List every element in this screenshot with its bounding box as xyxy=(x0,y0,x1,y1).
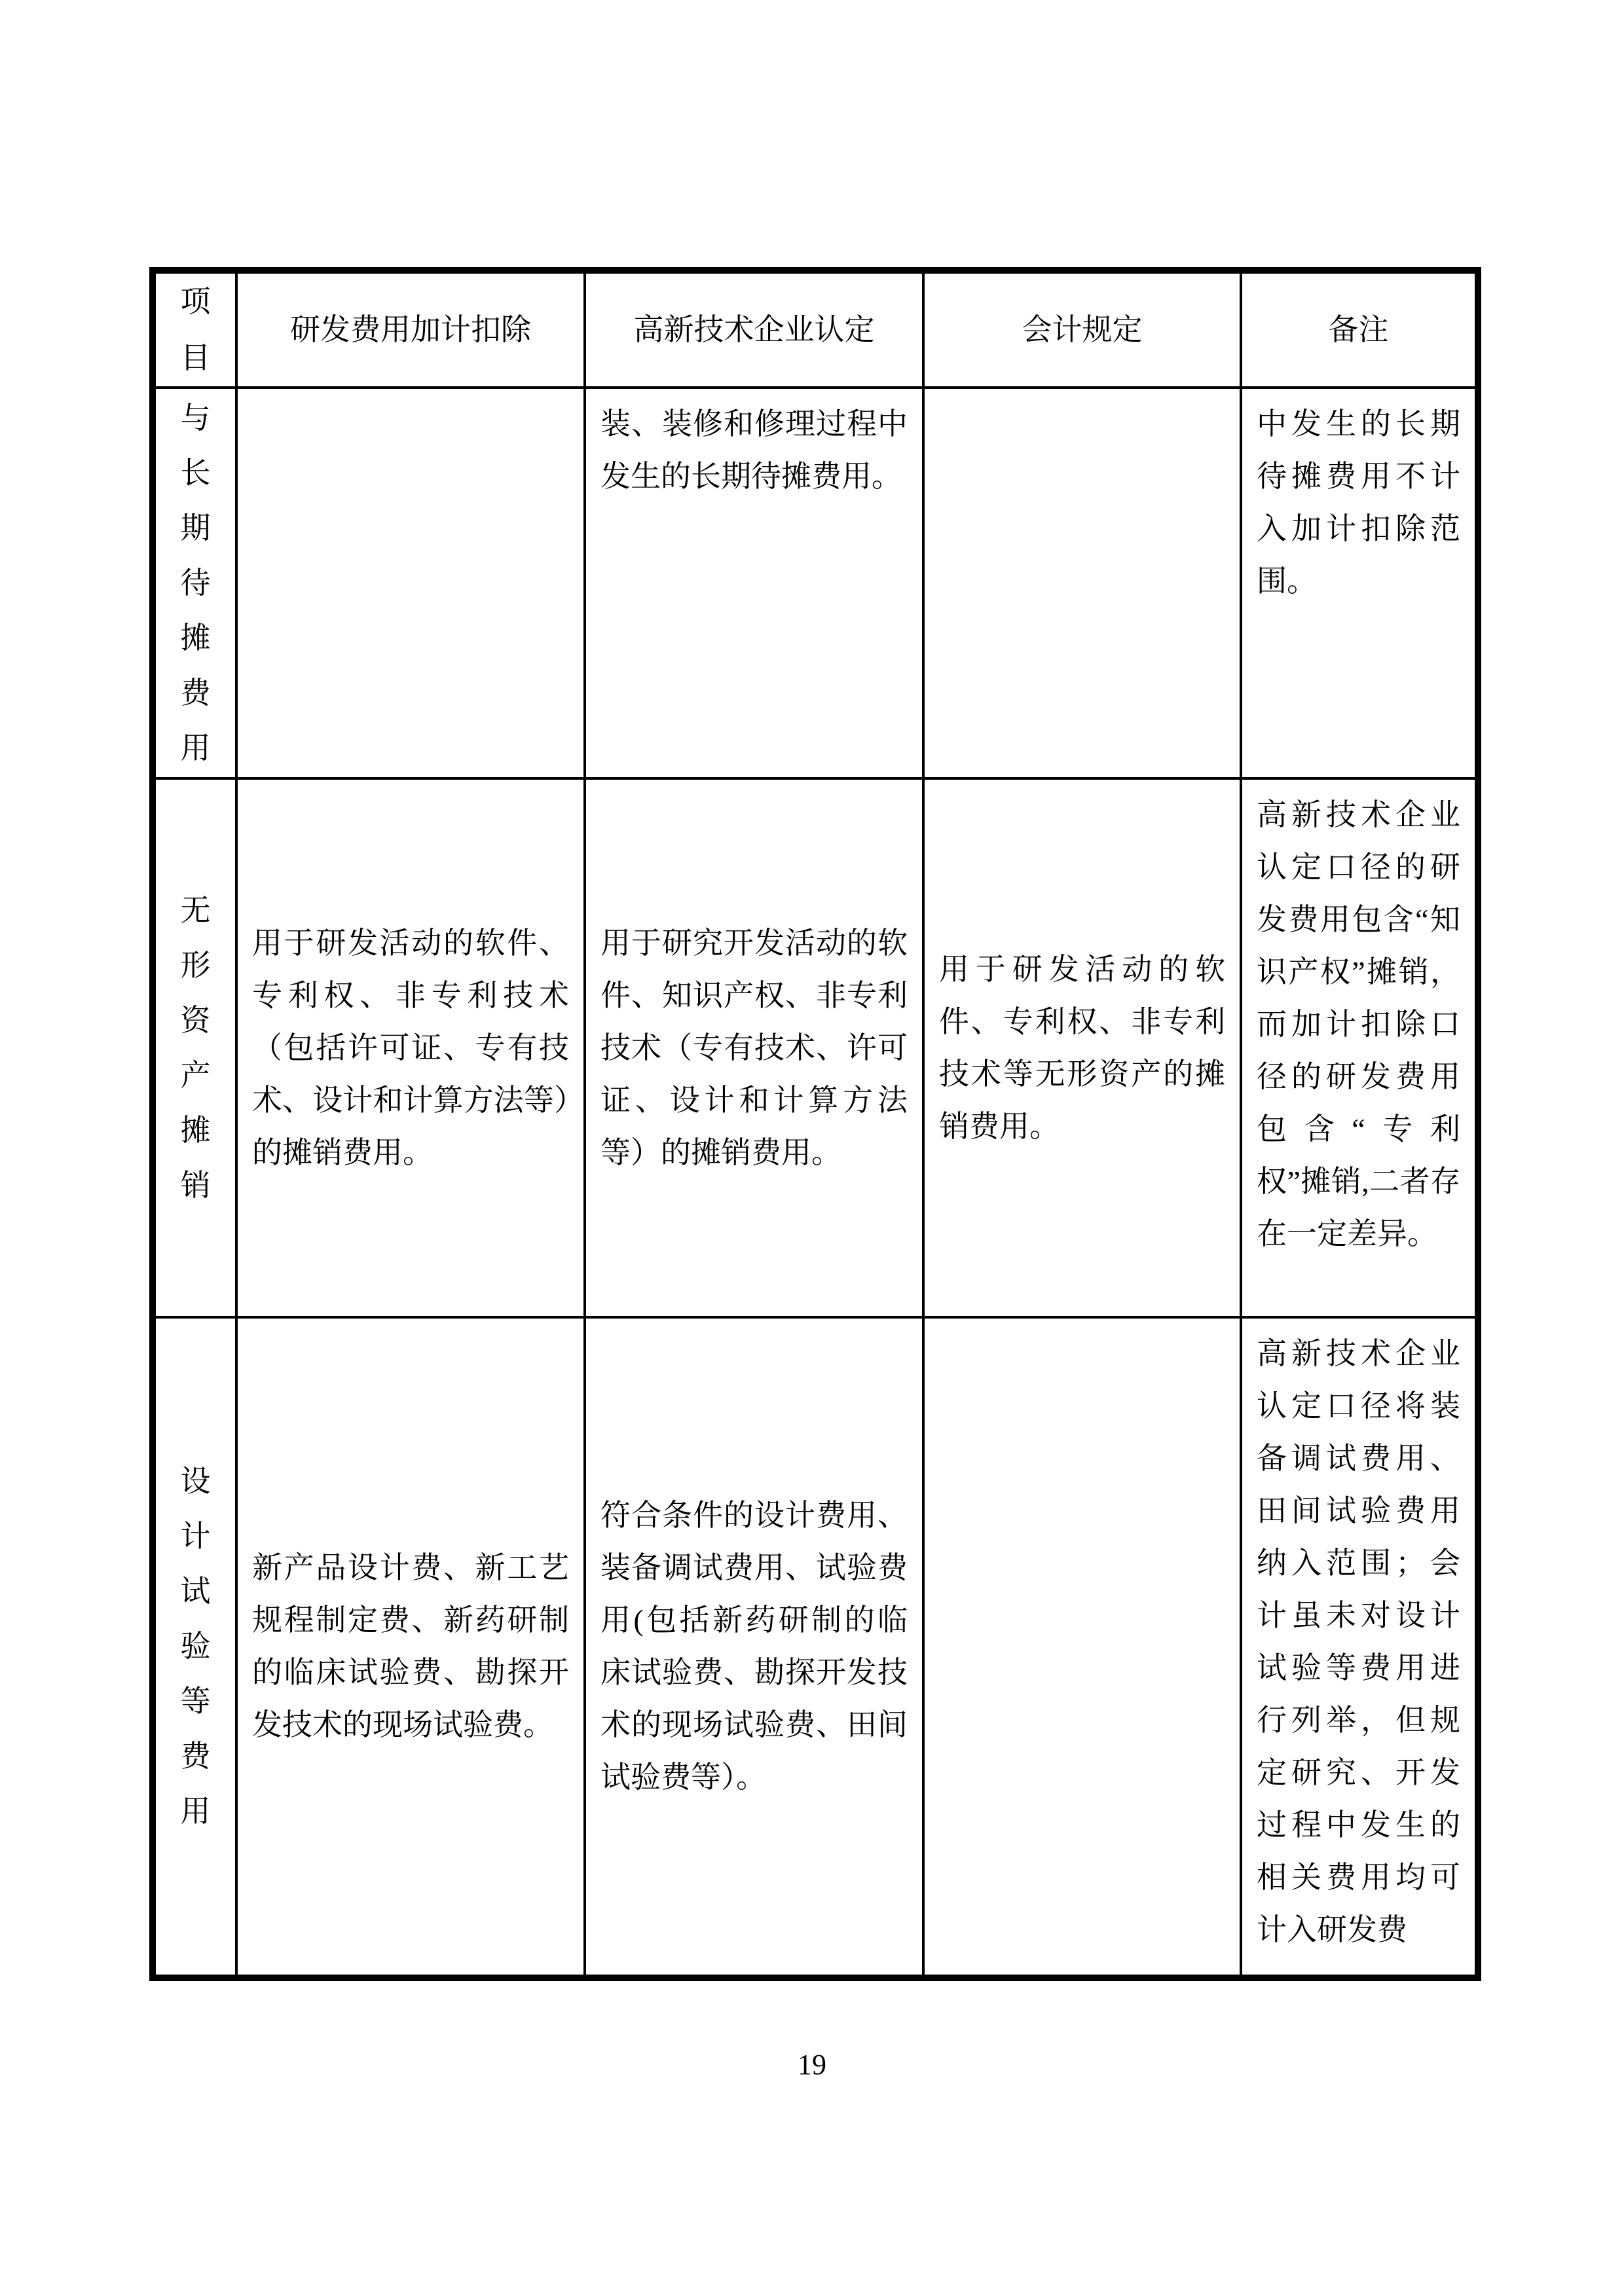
item-label: 无形资产摊销 xyxy=(180,893,211,1202)
cell-high-tech-recognition: 用于研究开发活动的软件、知识产权、非专利技术（专有技术、许可证、设计和计算方法等）的摊销费用。 xyxy=(585,778,923,1317)
comparison-table xyxy=(149,267,1481,1981)
header-high-tech-recognition: 高新技术企业认定 xyxy=(585,270,923,388)
table-header-row xyxy=(153,270,1478,388)
cell-item xyxy=(153,388,236,778)
header-item-label: 项目 xyxy=(180,285,211,374)
cell-rd-super-deduction: 用于研发活动的软件、专利权、非专利技术（包括许可证、专有技术、设计和计算方法等）的摊销费用。 xyxy=(236,778,585,1317)
cell-accounting-rules xyxy=(923,388,1241,778)
cell-item xyxy=(153,778,236,1317)
cell-high-tech-recognition: 装、装修和修理过程中发生的长期待摊费用。 xyxy=(585,388,923,778)
table-row-long-term-deferred-expense xyxy=(153,388,1478,778)
cell-item xyxy=(153,1317,236,1978)
page-number: 19 xyxy=(798,2049,826,2081)
cell-remarks: 高新技术企业认定口径的研发费用包含“知识产权”摊销，而加计扣除口径的研发费用包含“专利权”摊销,二者存在一定差异。 xyxy=(1241,778,1478,1317)
table-row-design-test-expense xyxy=(153,1317,1478,1978)
cell-remarks: 中发生的长期待摊费用不计入加计扣除范围。 xyxy=(1241,388,1478,778)
item-label: 设计试验等费用 xyxy=(180,1465,211,1828)
header-rd-super-deduction: 研发费用加计扣除 xyxy=(236,270,585,388)
table-row-intangible-asset-amortization xyxy=(153,778,1478,1317)
item-label: 与长期待摊费用 xyxy=(180,401,211,765)
cell-accounting-rules xyxy=(923,1317,1241,1978)
header-accounting-rules: 会计规定 xyxy=(923,270,1241,388)
cell-rd-super-deduction xyxy=(236,388,585,778)
cell-high-tech-recognition: 符合条件的设计费用、装备调试费用、试验费用(包括新药研制的临床试验费、勘探开发技术的现场试验费、田间试验费等）。 xyxy=(585,1317,923,1978)
header-remarks: 备注 xyxy=(1241,270,1478,388)
header-item xyxy=(153,270,236,388)
cell-accounting-rules: 用于研发活动的软件、专利权、非专利技术等无形资产的摊销费用。 xyxy=(923,778,1241,1317)
cell-rd-super-deduction: 新产品设计费、新工艺规程制定费、新药研制的临床试验费、勘探开发技术的现场试验费。 xyxy=(236,1317,585,1978)
cell-remarks: 高新技术企业认定口径将装备调试费用、田间试验费用纳入范围；会计虽未对设计试验等费用进行列举，但规定研究、开发过程中发生的相关费用均可计入研发费 xyxy=(1241,1317,1478,1978)
